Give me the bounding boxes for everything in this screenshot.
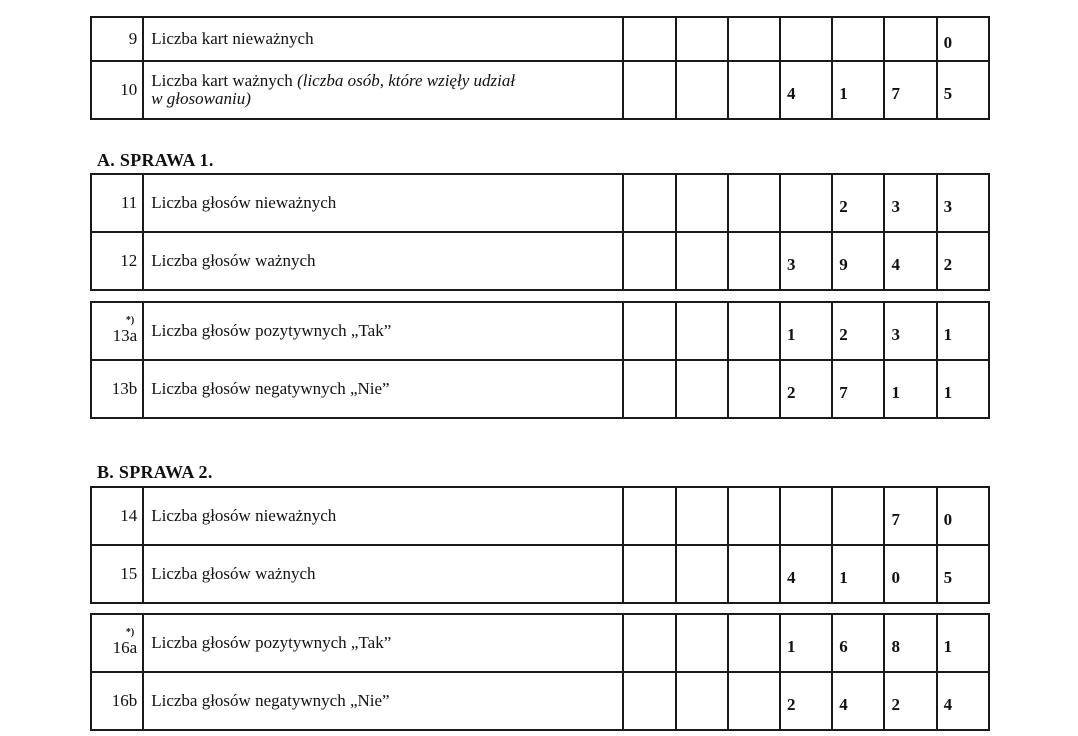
digit-box[interactable]: 6 [832, 614, 884, 672]
section-a-table [90, 173, 990, 291]
row-number: 14 [91, 487, 143, 545]
table-row [91, 614, 989, 672]
digit-box[interactable]: 2 [780, 360, 832, 418]
digit-box[interactable] [780, 174, 832, 232]
table-row [91, 545, 989, 603]
digit-box[interactable] [623, 17, 675, 61]
row-number: 16b [91, 672, 143, 730]
row-label: Liczba głosów nieważnych [143, 174, 623, 232]
row-label: Liczba głosów negatywnych „Nie” [143, 672, 623, 730]
row-label-note-continued: w głosowaniu) [151, 89, 251, 108]
section-b-votes-table [90, 613, 990, 731]
row-number: 9 [91, 17, 143, 61]
footnote-marker: *) [125, 315, 135, 326]
digit-box[interactable] [728, 232, 780, 290]
digit-box[interactable] [780, 487, 832, 545]
digit-box[interactable] [728, 545, 780, 603]
table-row [91, 360, 989, 418]
row-label: Liczba głosów negatywnych „Nie” [143, 360, 623, 418]
digit-box[interactable] [623, 61, 675, 119]
digit-box[interactable]: 0 [937, 487, 989, 545]
digit-box[interactable]: 1 [780, 614, 832, 672]
row-number: 11 [91, 174, 143, 232]
section-b-table [90, 486, 990, 604]
digit-box[interactable]: 2 [937, 232, 989, 290]
digit-box[interactable] [676, 360, 728, 418]
digit-box[interactable]: 3 [884, 302, 936, 360]
digit-box[interactable] [623, 487, 675, 545]
section-a-title: A. SPRAWA 1. [97, 150, 214, 170]
digit-box[interactable] [676, 174, 728, 232]
digit-box[interactable] [676, 672, 728, 730]
digit-box[interactable]: 4 [937, 672, 989, 730]
digit-box[interactable]: 1 [832, 545, 884, 603]
section-b-title: B. SPRAWA 2. [97, 462, 213, 482]
digit-box[interactable] [676, 487, 728, 545]
digit-box[interactable] [884, 17, 936, 61]
digit-box[interactable]: 5 [937, 61, 989, 119]
digit-box[interactable] [676, 61, 728, 119]
digit-box[interactable]: 7 [884, 487, 936, 545]
digit-box[interactable]: 4 [780, 545, 832, 603]
table-row [91, 17, 989, 61]
digit-box[interactable] [728, 302, 780, 360]
digit-box[interactable]: 4 [780, 61, 832, 119]
row-label-note: (liczba osób, które wzięły udział [297, 71, 516, 90]
digit-box[interactable]: 2 [832, 174, 884, 232]
digit-box[interactable]: 8 [884, 614, 936, 672]
digit-box[interactable] [728, 672, 780, 730]
digit-box[interactable]: 3 [780, 232, 832, 290]
cards-table [90, 16, 990, 120]
footnote-marker: *) [125, 627, 135, 638]
digit-box[interactable] [623, 174, 675, 232]
digit-box[interactable] [676, 302, 728, 360]
digit-box[interactable] [623, 360, 675, 418]
digit-box[interactable]: 0 [937, 17, 989, 61]
digit-box[interactable] [728, 17, 780, 61]
digit-box[interactable]: 1 [937, 360, 989, 418]
digit-box[interactable]: 2 [884, 672, 936, 730]
row-number: 10 [91, 61, 143, 119]
digit-box[interactable]: 0 [884, 545, 936, 603]
row-label: Liczba kart nieważnych [143, 17, 623, 61]
table-row [91, 232, 989, 290]
digit-box[interactable] [676, 17, 728, 61]
digit-box[interactable]: 3 [937, 174, 989, 232]
table-row [91, 487, 989, 545]
digit-box[interactable]: 9 [832, 232, 884, 290]
row-label: Liczba głosów pozytywnych „Tak” [143, 614, 623, 672]
digit-box[interactable]: 5 [937, 545, 989, 603]
row-label: Liczba kart ważnych (liczba osób, które wzięły udział w głosowaniu) [143, 61, 623, 119]
digit-box[interactable] [676, 545, 728, 603]
row-label: Liczba głosów ważnych [143, 232, 623, 290]
digit-box[interactable]: 3 [884, 174, 936, 232]
table-row [91, 61, 989, 119]
digit-box[interactable]: 1 [884, 360, 936, 418]
digit-box[interactable] [780, 17, 832, 61]
digit-box[interactable] [728, 174, 780, 232]
row-label: Liczba głosów ważnych [143, 545, 623, 603]
digit-box[interactable]: 2 [780, 672, 832, 730]
table-row [91, 302, 989, 360]
digit-box[interactable] [728, 61, 780, 119]
digit-box[interactable] [623, 672, 675, 730]
row-number: *) 13a [91, 302, 143, 360]
digit-box[interactable] [623, 614, 675, 672]
digit-box[interactable]: 4 [884, 232, 936, 290]
table-row [91, 174, 989, 232]
row-label: Liczba głosów pozytywnych „Tak” [143, 302, 623, 360]
digit-box[interactable] [676, 232, 728, 290]
digit-box[interactable] [623, 302, 675, 360]
digit-box[interactable]: 1 [832, 61, 884, 119]
digit-box[interactable]: 1 [937, 614, 989, 672]
digit-box[interactable] [623, 545, 675, 603]
digit-box[interactable]: 1 [937, 302, 989, 360]
digit-box[interactable]: 2 [832, 302, 884, 360]
digit-box[interactable] [832, 17, 884, 61]
digit-box[interactable]: 7 [884, 61, 936, 119]
digit-box[interactable] [728, 487, 780, 545]
digit-box[interactable] [728, 360, 780, 418]
table-row [91, 672, 989, 730]
digit-box[interactable]: 7 [832, 360, 884, 418]
row-number: 15 [91, 545, 143, 603]
section-a-votes-table [90, 301, 990, 419]
digit-box[interactable] [676, 614, 728, 672]
digit-box[interactable] [728, 614, 780, 672]
row-label: Liczba głosów nieważnych [143, 487, 623, 545]
row-number: *) 16a [91, 614, 143, 672]
digit-box[interactable]: 1 [780, 302, 832, 360]
digit-box[interactable] [623, 232, 675, 290]
row-number: 13b [91, 360, 143, 418]
row-number: 12 [91, 232, 143, 290]
digit-box[interactable]: 4 [832, 672, 884, 730]
digit-box[interactable] [832, 487, 884, 545]
